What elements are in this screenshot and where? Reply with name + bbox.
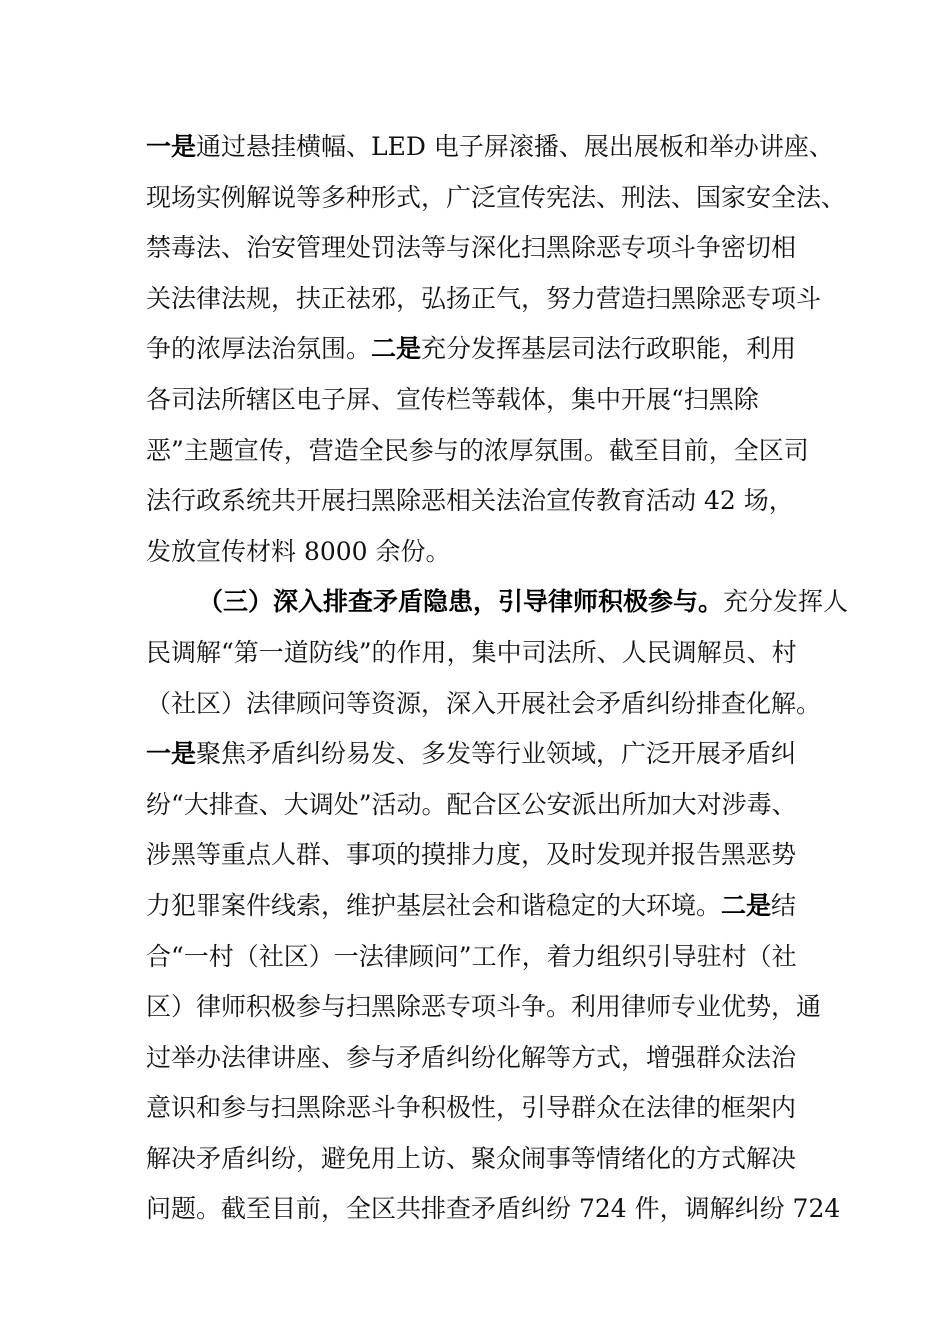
text-line: 问题。截至目前，全区共排查矛盾纠纷 724 件，调解纠纷 724 — [146, 1194, 841, 1224]
text-line: 禁毒法、治安管理处罚法等与深化扫黑除恶专项斗争密切相 — [146, 233, 797, 263]
text-line — [146, 577, 849, 628]
text-segment: 充分发挥人 — [723, 587, 849, 617]
text-line: 涉黑等重点人群、事项的摸排力度，及时发现并报告黑恶势 — [146, 840, 797, 870]
bold-lead: 二是 — [371, 334, 422, 364]
text-line: 过举办法律讲座、参与矛盾纠纷化解等方式，增强群众法治 — [146, 1042, 797, 1072]
bold-lead: 二是 — [721, 890, 772, 920]
text-line: 区）律师积极参与扫黑除恶专项斗争。利用律师专业优势，通 — [146, 992, 822, 1022]
bold-lead: 一是 — [146, 132, 197, 161]
text-segment: 争的浓厚法治氛围。 — [146, 334, 372, 364]
section-heading: （三）深入排查矛盾隐患，引导律师积极参与。 — [198, 587, 724, 617]
text-line: （社区）法律顾问等资源，深入开展社会矛盾纠纷排查化解。 — [146, 688, 822, 718]
text-line: 各司法所辖区电子屏、宣传栏等载体，集中开展“扫黑除 — [146, 384, 759, 414]
text-segment: 结 — [771, 890, 797, 920]
text-line: 意识和参与扫黑除恶斗争积极性，引导群众在法律的框架内 — [146, 1093, 797, 1123]
text-line — [146, 729, 826, 780]
text-line: 解决矛盾纠纷，避免用上访、聚众闹事等情绪化的方式解决 — [146, 1143, 797, 1173]
text-line: 关法律法规，扶正祛邪，弘扬正气，努力营造扫黑除恶专项斗 — [146, 283, 822, 313]
text-line: 纷“大排查、大调处”活动。配合区公安派出所加大对涉毒、 — [146, 789, 797, 819]
text-line — [146, 122, 834, 173]
text-segment: 通过悬挂横幅、LED 电子屏滚播、展出展板和举办讲座、 — [196, 132, 834, 161]
text-segment: 力犯罪案件线索，维护基层社会和谐稳定的大环境。 — [146, 890, 722, 920]
text-line — [146, 881, 826, 932]
text-line: 现场实例解说等多种形式，广泛宣传宪法、刑法、国家安全法、 — [146, 182, 847, 212]
text-line — [146, 324, 826, 375]
body-text — [146, 122, 849, 1235]
text-segment: 充分发挥基层司法行政职能，利用 — [421, 334, 797, 364]
text-line: 民调解“第一道防线”的作用，集中司法所、人民调解员、村 — [146, 637, 797, 667]
text-segment: 聚焦矛盾纠纷易发、多发等行业领域，广泛开展矛盾纠 — [196, 739, 797, 769]
text-line: 恶”主题宣传，营造全民参与的浓厚氛围。截至目前，全区司 — [146, 435, 809, 465]
text-line: 合“一村（社区）一法律顾问”工作，着力组织引导驻村（社 — [146, 941, 797, 971]
text-line: 法行政系统共开展扫黑除恶相关法治宣传教育活动 42 场， — [146, 486, 794, 516]
bold-lead: 一是 — [146, 739, 197, 769]
text-line: 发放宣传材料 8000 余份。 — [146, 536, 451, 566]
